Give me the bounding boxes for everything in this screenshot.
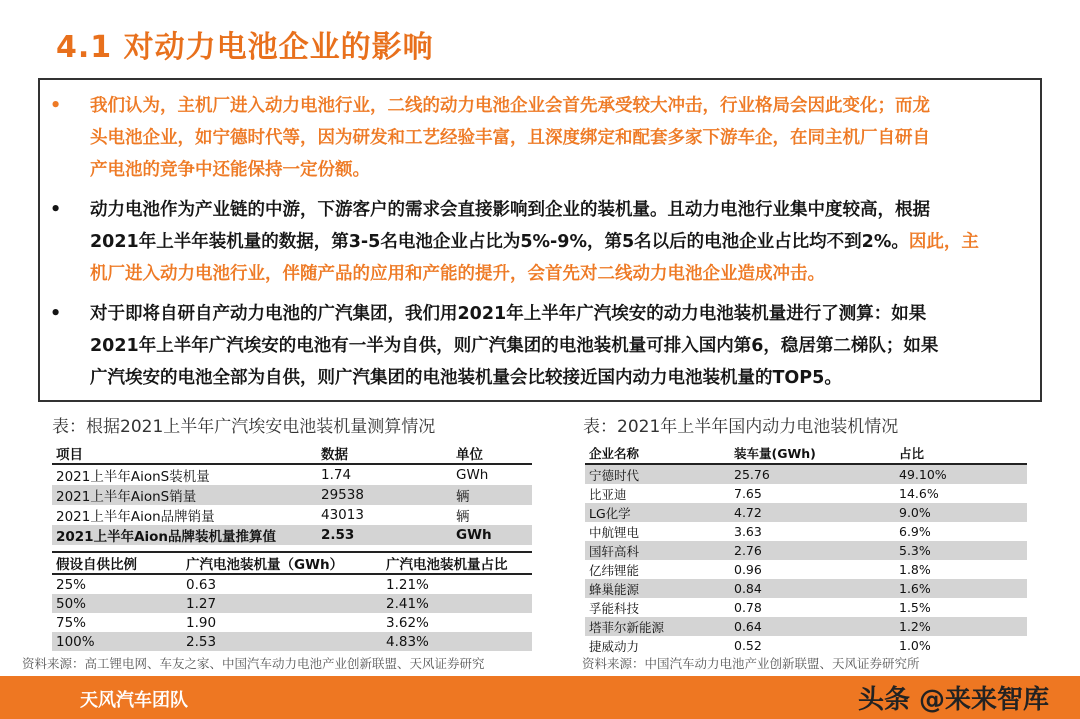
table-row: [585, 464, 1027, 484]
bullet-line: 我们认为，主机厂进入动力电池行业，二线的动力电池企业会首先承受较大冲击，行业格局会因此变化；而龙: [90, 96, 930, 116]
left-table-caption: 表：根据2021上半年广汽埃安电池装机量测算情况: [52, 417, 436, 437]
footer-brand: 天风汽车团队: [80, 690, 188, 711]
bullet-line: 对于即将自研自产动力电池的广汽集团，我们用2021年上半年广汽埃安的动力电池装机量进行了测算：如果: [90, 304, 927, 324]
table-row: [52, 464, 532, 485]
cell: GWh: [452, 525, 532, 545]
cell: 14.6%: [899, 486, 939, 501]
cell: 宁德时代: [585, 464, 730, 484]
table-row: [585, 560, 1027, 579]
cell: 0.84: [730, 579, 895, 598]
bullet-dot: •: [50, 304, 62, 324]
cell: 0.96: [734, 562, 762, 577]
table-row: [52, 632, 532, 651]
table-row: [585, 579, 1027, 598]
bullet-line: 广汽埃安的电池全部为自供，则广汽集团的电池装机量会比较接近国内动力电池装机量的TOP5。: [90, 368, 842, 388]
table-row: [585, 522, 1027, 541]
bullet-line: 头电池企业，如宁德时代等，因为研发和工艺经验丰富，且深度绑定和配套多家下游车企，在同主机厂自研自: [90, 128, 930, 148]
cell: 100%: [52, 632, 182, 651]
table-row: [52, 485, 532, 505]
summary-box: [38, 78, 1042, 402]
cell: 0.52: [734, 638, 762, 653]
cell: 1.8%: [899, 562, 931, 577]
cell: 国轩高科: [585, 541, 730, 560]
cell: 75%: [56, 614, 87, 631]
table-row: [52, 525, 532, 545]
cell: 0.63: [186, 576, 217, 593]
cell: 9.0%: [895, 503, 1027, 522]
table-row: [585, 617, 1027, 636]
table-row: [585, 503, 1027, 522]
cell: 1.21%: [386, 576, 429, 593]
table-header: [52, 552, 532, 574]
right-table-caption: 表：2021年上半年国内动力电池装机情况: [583, 417, 899, 437]
right-source: 资料来源：中国汽车动力电池产业创新联盟、天风证券研究所: [582, 656, 920, 671]
cell: 比亚迪: [589, 486, 627, 502]
cell: 0.78: [734, 600, 762, 615]
table-row: [585, 484, 1027, 503]
cell: 辆: [452, 485, 532, 505]
header-cell: 单位: [452, 443, 532, 464]
cell: 1.0%: [899, 638, 931, 653]
watermark: 头条 @来来智库: [858, 685, 1050, 715]
table-header: [52, 443, 532, 464]
cell: 4.72: [730, 503, 895, 522]
bullet-line: [90, 226, 1030, 258]
table-header: [585, 443, 1027, 464]
cell: 25.76: [730, 464, 895, 484]
cell: 1.2%: [895, 617, 1027, 636]
cell: 50%: [52, 594, 182, 613]
bullet-line: 机厂进入动力电池行业，伴随产品的应用和产能的提升，会首先对二线动力电池企业造成冲击。: [90, 264, 825, 284]
footer-bar: [0, 676, 1080, 719]
cell: 2.41%: [382, 594, 532, 613]
header-cell: 广汽电池装机量占比: [382, 552, 532, 574]
table-row: [52, 594, 532, 613]
cell: 1.5%: [899, 600, 931, 615]
left-source: 资料来源：高工锂电网、车友之家、中国汽车动力电池产业创新联盟、天风证券研究: [22, 656, 485, 671]
bullet-2: [50, 194, 1030, 290]
left-table: [52, 443, 532, 545]
right-table: [585, 443, 1027, 655]
table-row: [585, 636, 1027, 655]
cell: 2021上半年Aion品牌销量: [56, 509, 215, 525]
cell: 1.90: [186, 614, 217, 631]
table-row: [585, 598, 1027, 617]
bullet-line: 动力电池作为产业链的中游，下游客户的需求会直接影响到企业的装机量。且动力电池行业集中度较高，根据: [90, 200, 930, 220]
cell: 6.9%: [899, 524, 931, 539]
cell: 3.62%: [386, 614, 429, 631]
bullet-line: 产电池的竞争中还能保持一定份额。: [90, 160, 370, 180]
cell: 4.83%: [382, 632, 532, 651]
bullet-line-tail: 因此，主: [908, 232, 979, 252]
header-cell: 广汽电池装机量（GWh）: [182, 552, 382, 574]
cell: 3.63: [734, 524, 762, 539]
header-cell: 装车量(GWh): [730, 443, 895, 464]
cell: 2021上半年Aion品牌装机量推算值: [52, 525, 317, 545]
cell: LG化学: [585, 503, 730, 522]
cell: 塔菲尔新能源: [585, 617, 730, 636]
bullet-line: 2021年上半年广汽埃安的电池有一半为自供，则广汽集团的电池装机量可排入国内第6，稳居第二梯队；如果: [90, 336, 939, 356]
cell: 49.10%: [895, 464, 1027, 484]
header-cell: 占比: [895, 443, 1027, 464]
bullet-dot: •: [50, 96, 62, 116]
cell: 亿纬锂能: [589, 562, 640, 578]
cell: 2021上半年AionS装机量: [56, 469, 210, 485]
cell: 蜂巢能源: [585, 579, 730, 598]
cell: 25%: [56, 576, 87, 593]
cell: 7.65: [734, 486, 762, 501]
cell: 5.3%: [895, 541, 1027, 560]
cell: 1.27: [182, 594, 382, 613]
cell: 2.53: [317, 525, 452, 545]
cell: 1.74: [321, 467, 352, 483]
cell: 2.53: [182, 632, 382, 651]
cell: 辆: [456, 509, 470, 525]
cell: 2021上半年AionS销量: [52, 485, 317, 505]
left-table-2: [52, 551, 532, 651]
page-title: 4.1 对动力电池企业的影响: [56, 30, 434, 65]
cell: 2.76: [730, 541, 895, 560]
header-cell: 企业名称: [585, 443, 730, 464]
header-cell: 项目: [52, 443, 317, 464]
cell: 0.64: [730, 617, 895, 636]
cell: 孚能科技: [589, 600, 640, 616]
cell: 43013: [321, 507, 364, 523]
bullet-dot: •: [50, 200, 62, 220]
header-cell: 数据: [317, 443, 452, 464]
cell: 1.6%: [895, 579, 1027, 598]
bullet-line-main: 2021年上半年装机量的数据，第3-5名电池企业占比为5%-9%，第5名以后的电池企业占比均不到2%。: [90, 232, 909, 252]
cell: 29538: [317, 485, 452, 505]
table-row: [585, 541, 1027, 560]
table-row: [52, 574, 532, 594]
cell: GWh: [456, 467, 489, 483]
header-cell: 假设自供比例: [52, 552, 182, 574]
bullet-3: [50, 298, 1030, 394]
table-row: [52, 613, 532, 632]
bullet-1: [50, 90, 1030, 186]
cell: 中航锂电: [589, 524, 640, 540]
table-row: [52, 505, 532, 525]
cell: 捷威动力: [589, 638, 640, 654]
